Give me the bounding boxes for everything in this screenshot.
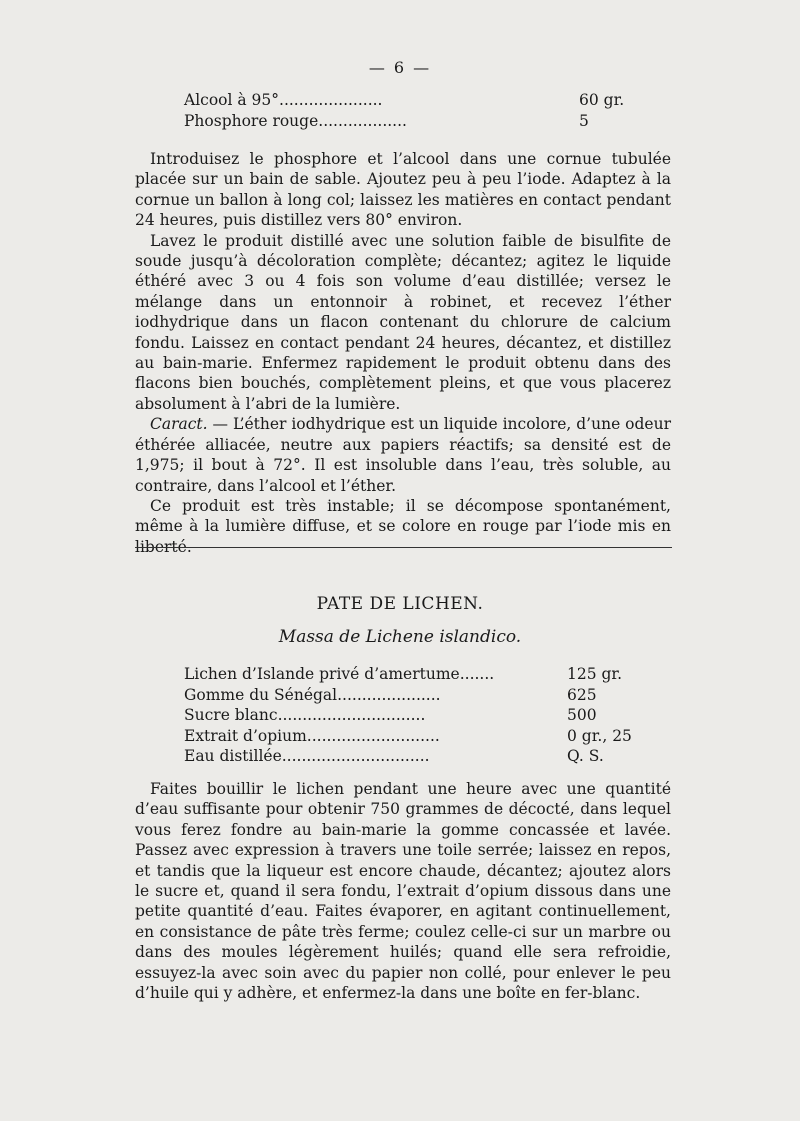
ingredient-row	[184, 705, 654, 726]
characteristics-text: — L’éther iodhydrique est un liquide incolore, d’une odeur éthérée alliacée, neutre aux papiers réactifs; sa densité est de 1,975; il bout à 72°. Il est insoluble dans l’eau, très soluble, au contraire, dans l’alcool et l’éther.	[135, 415, 671, 495]
ingredient-row	[184, 90, 644, 111]
ingredient-quantity: Q. S.	[567, 747, 604, 765]
characteristics-label: Caract.	[150, 415, 208, 434]
ingredient-name: Phosphore rouge..................	[184, 111, 407, 130]
ingredient-name: Eau distillée..............................	[184, 747, 430, 765]
ingredient-row	[184, 111, 644, 132]
section-subtitle: Massa de Lichene islandico.	[278, 627, 522, 647]
ingredient-quantity: 125 gr.	[567, 665, 623, 683]
paragraph: Ce produit est très instable; il se décompose spontanément, même à la lumière diffuse, et se colore en rouge par l’iode mis en liberté.	[135, 496, 671, 556]
section-title: PATE DE LICHEN.	[316, 594, 484, 614]
ingredient-name: Alcool à 95°.....................	[184, 91, 383, 109]
preparation-text-ether	[135, 149, 671, 557]
page-number: — 6 —	[368, 58, 432, 77]
ingredient-list-ether	[184, 90, 644, 131]
ingredient-quantity: 500	[567, 706, 597, 724]
ingredient-row	[184, 664, 654, 685]
ingredient-row	[184, 726, 654, 747]
paragraph: Lavez le produit distillé avec une solution faible de bisulfite de soude jusqu’à décoloration complète; décantez; agitez le liquide éthéré avec 3 ou 4 fois son volume d’eau distillée; versez le mélange dans un entonnoir à robinet, et recevez l’éther iodhydrique dans un flacon contenant du chlorure de calcium fondu. Laissez en contact pendant 24 heures, décantez, et distillez au bain-marie. Enfermez rapidement le produit obtenu dans des flacons bien bouchés, complètement pleins, et que vous placerez absolument à l’abri de la lumière.	[135, 231, 671, 413]
ingredient-name: Sucre blanc..............................	[184, 706, 426, 724]
ingredient-row	[184, 685, 654, 706]
section-divider	[135, 547, 672, 548]
ingredient-quantity: 60 gr.	[579, 91, 625, 109]
ingredient-name: Extrait d’opium...........................	[184, 726, 440, 745]
ingredient-name: Gomme du Sénégal.....................	[184, 685, 441, 704]
paragraph: Introduisez le phosphore et l’alcool dans une cornue tubulée placée sur un bain de sable. Ajoutez peu à peu l’iode. Adaptez à la cornue un ballon à long col; laissez les matières en contact pendant 24 heures, puis distillez vers 80° environ.	[135, 150, 671, 230]
paragraph: Faites bouillir le lichen pendant une heure avec une quantité d’eau suffisante pour obtenir 750 grammes de décocté, dans lequel vous ferez fondre au bain-marie la gomme concassée et lavée. Passez avec expression à travers une toile serrée; laissez en repos, et tandis que la liqueur est encore chaude, décantez; ajoutez alors le sucre et, quand il sera fondu, l’extrait d’opium dissous dans une petite quantité d’eau. Faites évaporer, en agitant continuellement, en consistance de pâte très ferme; coulez celle-ci sur un marbre ou dans des moules légèrement huilés; quand elle sera refroidie, essuyez-la avec soin avec du papier non collé, pour enlever le peu d’huile qui y adhère, et enfermez-la dans une boîte en fer-blanc.	[135, 780, 671, 1003]
ingredient-quantity: 625	[567, 685, 597, 704]
ingredient-name: Lichen d’Islande privé d’amertume.......	[184, 665, 495, 683]
preparation-text-lichen	[135, 779, 671, 1003]
characteristics-paragraph	[135, 414, 671, 496]
ingredient-quantity: 0 gr., 25	[567, 726, 632, 745]
ingredient-list-lichen	[184, 664, 654, 767]
ingredient-row	[184, 746, 654, 767]
ingredient-quantity: 5	[579, 111, 589, 130]
